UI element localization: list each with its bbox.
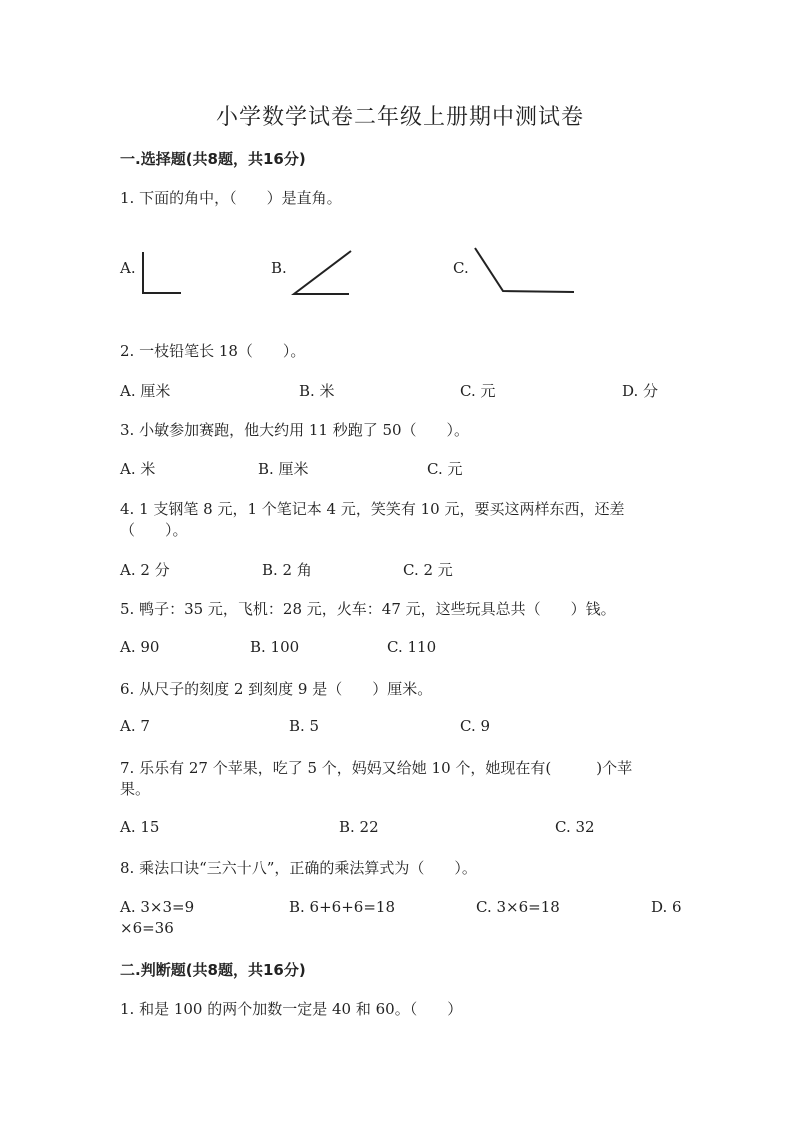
q8-option-a: A. 3×3=9 bbox=[120, 898, 195, 916]
q7-option-b: B. 22 bbox=[339, 818, 379, 836]
angle-b-acute bbox=[294, 251, 351, 294]
q5-option-b: B. 100 bbox=[250, 638, 300, 656]
section-header-true-false: 二.判断题(共8题，共16分) bbox=[120, 961, 306, 979]
q3-option-c: C. 元 bbox=[427, 460, 463, 478]
q8-option-c: C. 3×6=18 bbox=[476, 898, 560, 916]
q4-option-c: C. 2 元 bbox=[403, 561, 453, 579]
q7-option-a: A. 15 bbox=[120, 818, 160, 836]
q8-option-d-wrap: ×6=36 bbox=[120, 919, 174, 937]
angle-a-right bbox=[143, 252, 181, 293]
q7-option-c: C. 32 bbox=[555, 818, 595, 836]
page-title: 小学数学试卷二年级上册期中测试卷 bbox=[215, 105, 584, 130]
q8-option-d: D. 6 bbox=[651, 898, 682, 916]
question-3: 3. 小敏参加赛跑，他大约用 11 秒跑了 50（ ）。 bbox=[120, 421, 470, 439]
q2-option-c: C. 元 bbox=[460, 382, 496, 400]
q1-option-a-label: A. bbox=[120, 259, 136, 277]
q6-option-c: C. 9 bbox=[460, 717, 491, 735]
q6-option-b: B. 5 bbox=[289, 717, 320, 735]
question-7-line-1: 7. 乐乐有 27 个苹果，吃了 5 个，妈妈又给她 10 个，她现在有( )个苹 bbox=[120, 759, 633, 777]
question-4-line-1: 4. 1 支钢笔 8 元，1 个笔记本 4 元，笑笑有 10 元，要买这两样东西，还差 bbox=[120, 500, 625, 518]
q6-option-a: A. 7 bbox=[120, 717, 150, 735]
q3-option-a: A. 米 bbox=[120, 460, 156, 478]
q4-option-a: A. 2 分 bbox=[120, 561, 170, 579]
question-6: 6. 从尺子的刻度 2 到刻度 9 是（ ）厘米。 bbox=[120, 680, 433, 698]
question-5: 5. 鸭子：35 元，飞机：28 元，火车：47 元，这些玩具总共（ ）钱。 bbox=[120, 600, 616, 618]
q8-option-b: B. 6+6+6=18 bbox=[289, 898, 395, 916]
true-false-question-1: 1. 和是 100 的两个加数一定是 40 和 60。（ ） bbox=[120, 1000, 463, 1018]
q3-option-b: B. 厘米 bbox=[258, 460, 309, 478]
question-4-line-2: （ ）。 bbox=[120, 521, 188, 539]
question-1: 1. 下面的角中，（ ）是直角。 bbox=[120, 189, 342, 207]
q5-option-a: A. 90 bbox=[120, 638, 160, 656]
q2-option-d: D. 分 bbox=[622, 382, 659, 400]
q5-option-c: C. 110 bbox=[387, 638, 437, 656]
question-7-line-2: 果。 bbox=[120, 780, 151, 798]
q1-option-c-label: C. bbox=[453, 259, 469, 277]
q2-option-a: A. 厘米 bbox=[120, 382, 171, 400]
question-8: 8. 乘法口诀“三六十八”，正确的乘法算式为（ ）。 bbox=[120, 859, 477, 877]
angle-c-obtuse bbox=[475, 248, 574, 292]
q2-option-b: B. 米 bbox=[299, 382, 335, 400]
q4-option-b: B. 2 角 bbox=[262, 561, 312, 579]
q1-option-b-label: B. bbox=[271, 259, 287, 277]
angle-figures bbox=[115, 242, 595, 312]
section-header-choice: 一.选择题(共8题，共16分) bbox=[120, 150, 306, 168]
question-2: 2. 一枝铅笔长 18（ ）。 bbox=[120, 342, 306, 360]
